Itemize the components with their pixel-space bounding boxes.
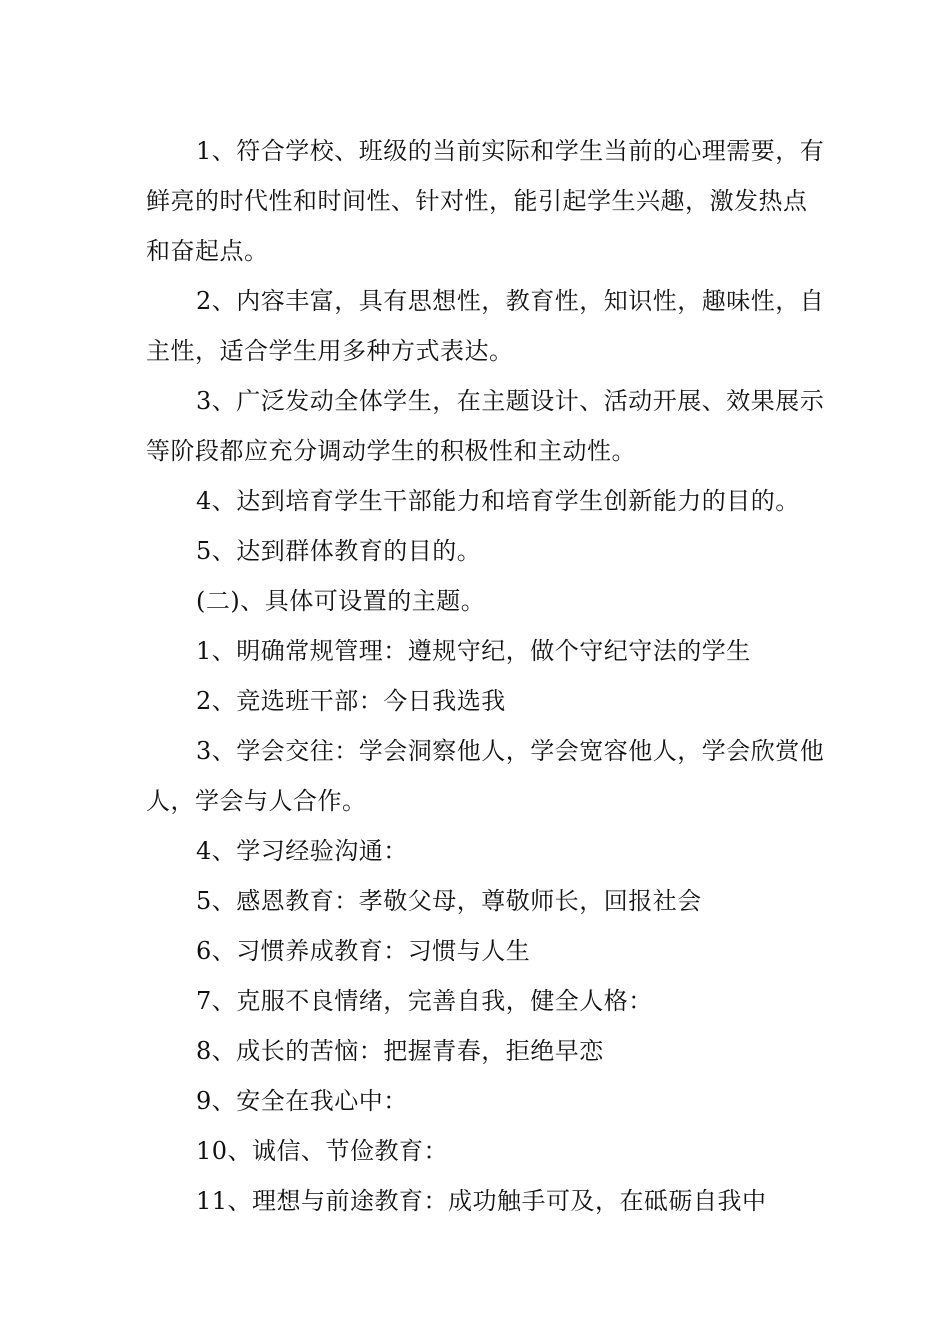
topic-item-3: 3、学会交往：学会洞察他人，学会宽容他人，学会欣赏他人，学会与人合作。 (146, 737, 825, 815)
paragraph-5: 5、达到群体教育的目的。 (196, 537, 482, 565)
topic-item-10: 10、诚信、节俭教育： (196, 1137, 449, 1165)
document-body (146, 126, 826, 1226)
topic-item-5: 5、感恩教育：孝敬父母，尊敬师长，回报社会 (196, 887, 702, 915)
paragraph-4: 4、达到培育学生干部能力和培育学生创新能力的目的。 (196, 487, 800, 515)
paragraph-3: 3、广泛发动全体学生，在主题设计、活动开展、效果展示等阶段都应充分调动学生的积极性和主动性。 (146, 387, 825, 465)
topic-item-9: 9、安全在我心中： (196, 1087, 408, 1115)
topic-item-4: 4、学习经验沟通： (196, 837, 408, 865)
topic-item-2: 2、竞选班干部：今日我选我 (196, 687, 506, 715)
topic-item-6: 6、习惯养成教育：习惯与人生 (196, 937, 531, 965)
section-heading: (二)、具体可设置的主题。 (196, 587, 486, 615)
topic-item-11: 11、理想与前途教育：成功触手可及，在砥砺自我中 (196, 1187, 767, 1215)
paragraph-2: 2、内容丰富，具有思想性，教育性，知识性，趣味性，自主性，适合学生用多种方式表达。 (146, 287, 825, 365)
topic-item-8: 8、成长的苦恼：把握青春，拒绝早恋 (196, 1037, 604, 1065)
topic-item-1: 1、明确常规管理：遵规守纪，做个守纪守法的学生 (196, 637, 751, 665)
paragraph-1: 1、符合学校、班级的当前实际和学生当前的心理需要，有鲜亮的时代性和时间性、针对性，能引起学生兴趣，激发热点和奋起点。 (146, 137, 825, 265)
topic-item-7: 7、克服不良情绪，完善自我，健全人格： (196, 987, 653, 1015)
